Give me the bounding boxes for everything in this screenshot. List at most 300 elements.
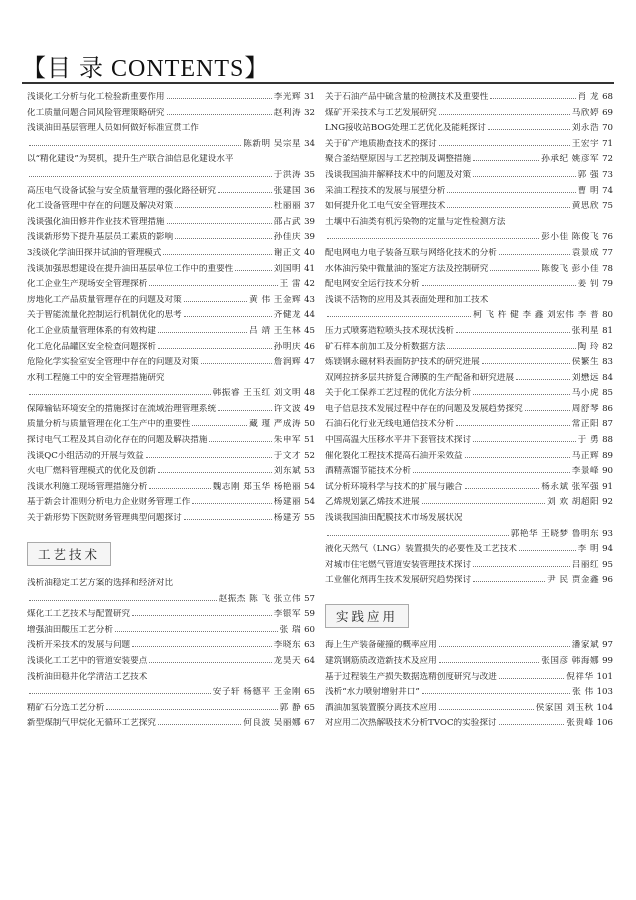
toc-entry-author: 潘家斌 xyxy=(571,640,600,651)
toc-entry[interactable] xyxy=(325,575,613,586)
toc-entry[interactable] xyxy=(27,388,315,399)
toc-entry-title: 浅析油稳定工艺方案的选择和经济对比 xyxy=(27,578,174,589)
toc-entry-author: 郭 静 xyxy=(279,702,302,713)
toc-entry-author: 曹 明 xyxy=(577,185,600,196)
toc-entry-author: 马正辉 xyxy=(571,450,600,461)
right-top-list xyxy=(325,92,613,586)
toc-entry-title: 化工设备管理中存在的问题及解决对策 xyxy=(27,201,174,212)
toc-entry-title: 基于过程装生产损失数据选精创度研究与改进 xyxy=(325,671,497,682)
toc-entry-title: 浅谈加强思想建设在提升油田基层单位工作中的重要性 xyxy=(27,263,234,274)
toc-entry[interactable] xyxy=(27,264,315,275)
toc-entry-page: 64 xyxy=(304,656,315,666)
toc-leader-dots xyxy=(327,316,471,317)
toc-entry-title: 电子信息技术发展过程中存在的问题及发展趋势探究 xyxy=(325,403,523,414)
toc-entry[interactable] xyxy=(27,640,315,651)
toc-entry[interactable] xyxy=(325,123,613,134)
toc-leader-dots xyxy=(473,566,570,567)
toc-entry-title: 增强油田酸压工艺分析 xyxy=(27,624,113,635)
toc-entry[interactable] xyxy=(325,217,613,228)
toc-entry[interactable] xyxy=(27,404,315,415)
toc-entry-title: 3浅谈化学油田探井试油的管理模式 xyxy=(27,247,162,258)
toc-entry-page: 80 xyxy=(602,310,613,321)
toc-entry-author: 朱申军 xyxy=(273,435,302,446)
toc-entry-page: 39 xyxy=(304,232,315,243)
toc-leader-dots xyxy=(456,332,570,333)
toc-entry-page: 46 xyxy=(304,341,315,352)
toc-entry[interactable] xyxy=(27,279,315,290)
toc-entry-title: 浅谈强化油田修井作业技术管理措施 xyxy=(27,216,165,227)
toc-entry-page: 103 xyxy=(596,687,613,698)
toc-entry[interactable] xyxy=(325,388,613,399)
toc-entry-page: 99 xyxy=(602,656,613,666)
toc-entry-page: 77 xyxy=(602,247,613,258)
toc-entry-title: 海上生产装备碰撞的概率应用 xyxy=(325,640,437,651)
toc-entry[interactable] xyxy=(325,154,613,165)
toc-entry-author: 詹润辉 xyxy=(273,357,302,368)
toc-entry-author: 张建国 xyxy=(273,185,302,196)
toc-entry-title: 浅谈化工分析与化工检验新重要作用 xyxy=(27,92,165,102)
toc-entry-page: 78 xyxy=(602,263,613,274)
toc-entry-author: 谢正文 xyxy=(273,247,302,258)
toc-entry-author: 李银军 xyxy=(273,609,302,620)
toc-entry[interactable] xyxy=(27,217,315,228)
toc-leader-dots xyxy=(158,348,272,349)
toc-entry[interactable] xyxy=(27,342,315,353)
toc-entry[interactable] xyxy=(325,342,613,353)
toc-entry-author: 赵振杰 陈 飞 张立伟 xyxy=(218,593,302,604)
toc-entry[interactable] xyxy=(325,139,613,150)
toc-entry[interactable] xyxy=(27,513,315,524)
toc-entry[interactable] xyxy=(325,201,613,212)
toc-entry-author: 常正阳 xyxy=(571,419,600,430)
toc-leader-dots xyxy=(465,488,540,489)
toc-leader-dots xyxy=(447,207,569,208)
toc-leader-dots xyxy=(29,176,272,177)
toc-entry-page: 34 xyxy=(304,138,315,149)
toc-entry-author: 刘永浩 xyxy=(571,123,600,134)
toc-leader-dots xyxy=(184,301,247,302)
toc-leader-dots xyxy=(175,238,272,239)
toc-leader-dots xyxy=(439,145,570,146)
toc-leader-dots xyxy=(158,472,272,473)
toc-entry-author: 马小虎 xyxy=(571,388,600,399)
toc-entry[interactable] xyxy=(325,656,613,667)
toc-entry[interactable] xyxy=(27,703,315,714)
toc-entry[interactable] xyxy=(325,529,613,540)
toc-entry[interactable] xyxy=(325,264,613,275)
toc-leader-dots xyxy=(29,600,217,601)
toc-entry-author: 袁景成 xyxy=(571,247,600,258)
toc-entry-author: 姜 钊 xyxy=(577,279,600,290)
toc-entry-page: 84 xyxy=(602,372,613,383)
toc-entry-page: 59 xyxy=(304,609,315,620)
toc-entry[interactable] xyxy=(27,154,315,165)
toc-entry-author: 李晓东 xyxy=(273,640,302,651)
toc-entry[interactable] xyxy=(325,295,613,306)
toc-entry[interactable] xyxy=(27,497,315,508)
toc-leader-dots xyxy=(146,457,272,458)
toc-entry[interactable] xyxy=(27,609,315,620)
toc-entry-author: 李景峰 xyxy=(571,466,600,477)
toc-entry-title: 化工企业生产现场安全管理探析 xyxy=(27,279,148,290)
toc-leader-dots xyxy=(482,363,570,364)
toc-entry-page: 83 xyxy=(602,357,613,368)
toc-entry-title: 保障输钻环境安全的措施探讨在流域治理管理系统 xyxy=(27,403,217,414)
toc-entry[interactable] xyxy=(325,718,613,729)
toc-entry-page: 88 xyxy=(602,435,613,446)
contents-header: 【目 录 CONTENTS】 xyxy=(22,56,270,82)
toc-entry[interactable] xyxy=(27,578,315,589)
toc-leader-dots xyxy=(465,457,570,458)
toc-entry-title: 浅谈不活物的应用及其表面处理和加工技术 xyxy=(325,294,489,305)
toc-entry-author: 魏志刚 郑玉华 杨艳丽 xyxy=(212,481,302,492)
toc-entry[interactable] xyxy=(27,594,315,605)
toc-entry-author: 于 勇 xyxy=(577,435,600,446)
toc-entry-title: 试分析环境科学与技术的扩展与融合 xyxy=(325,481,463,492)
toc-entry[interactable] xyxy=(27,310,315,321)
toc-entry-page: 86 xyxy=(602,403,613,414)
toc-entry-author: 柯 飞 杵 健 李 鑫 刘宏伟 李 普 xyxy=(473,310,600,321)
toc-entry-title: 液化天然气（LNG）装置损失的必要性及工艺技术 xyxy=(325,544,517,555)
toc-entry-author: 何良波 吴丽娜 xyxy=(243,718,302,729)
toc-entry[interactable] xyxy=(27,435,315,446)
toc-entry[interactable] xyxy=(27,718,315,729)
toc-entry-page: 63 xyxy=(304,640,315,651)
toc-entry-page: 37 xyxy=(304,201,315,212)
toc-entry-title: 煤矿开采技术与工艺发展研究 xyxy=(325,107,437,118)
toc-entry-author: 张 伟 xyxy=(572,687,594,698)
left-column xyxy=(27,92,315,734)
toc-entry-page: 94 xyxy=(602,544,613,555)
toc-leader-dots xyxy=(473,394,570,395)
toc-leader-dots xyxy=(488,129,570,130)
toc-entry-page: 60 xyxy=(304,624,315,635)
toc-leader-dots xyxy=(516,379,570,380)
toc-entry[interactable] xyxy=(325,513,613,524)
toc-entry-title: 火电厂燃料管理模式的优化及创新 xyxy=(27,466,156,477)
toc-leader-dots xyxy=(439,662,540,663)
toc-entry-page: 97 xyxy=(602,640,613,651)
toc-leader-dots xyxy=(218,410,272,411)
toc-entry[interactable] xyxy=(27,656,315,667)
toc-entry-title: 对应用二次热解吸技术分析TVOC的实验探讨 xyxy=(325,718,497,729)
toc-entry-author: 肖 龙 xyxy=(577,92,600,102)
toc-entry-title: 采油工程技术的发展与展望分析 xyxy=(325,185,446,196)
toc-entry[interactable] xyxy=(325,357,613,368)
toc-entry-author: 杨建丽 xyxy=(273,497,302,508)
toc-entry[interactable] xyxy=(325,672,613,683)
toc-entry[interactable] xyxy=(27,451,315,462)
toc-entry-page: 96 xyxy=(602,575,613,586)
toc-entry[interactable] xyxy=(27,170,315,181)
toc-entry[interactable] xyxy=(325,544,613,555)
toc-entry[interactable] xyxy=(325,232,613,243)
toc-entry-title: 浅析“水力喷射增射井口” xyxy=(325,687,420,698)
toc-entry[interactable] xyxy=(325,310,613,321)
toc-leader-dots xyxy=(499,724,565,725)
toc-leader-dots xyxy=(327,535,509,536)
toc-entry-title: 酒精蒸馏节能技术分析 xyxy=(325,466,411,477)
toc-leader-dots xyxy=(184,316,272,317)
toc-entry-author: 许文波 xyxy=(273,403,302,414)
toc-leader-dots xyxy=(447,192,575,193)
section-practice-title: 实践应用 xyxy=(325,604,409,628)
toc-entry[interactable] xyxy=(27,108,315,119)
toc-entry-author: 刘懋远 xyxy=(571,372,600,383)
toc-entry-title: 配电网安全运行技术分析 xyxy=(325,279,420,290)
toc-entry-page: 54 xyxy=(304,497,315,508)
toc-leader-dots xyxy=(447,348,575,349)
toc-entry-title: 浅析开采技术的发展与问题 xyxy=(27,640,131,651)
toc-entry-page: 39 xyxy=(304,216,315,227)
toc-entry[interactable] xyxy=(27,232,315,243)
toc-leader-dots xyxy=(473,581,545,582)
toc-entry-page: 67 xyxy=(304,718,315,729)
toc-entry-author: 王 雷 xyxy=(279,279,302,290)
section-craft xyxy=(27,542,315,566)
toc-leader-dots xyxy=(499,678,564,679)
toc-entry-title: 工业催化剂再生技术发展研究趋势探讨 xyxy=(325,575,472,586)
toc-entry-title: 水体油污染中微量油的鉴定方法及控制研究 xyxy=(325,263,489,274)
toc-entry[interactable] xyxy=(325,640,613,651)
toc-entry-author: 马欣婷 xyxy=(571,107,600,118)
toc-entry-author: 黄思欣 xyxy=(571,201,600,212)
toc-entry-title: 聚合釜结壁原因与工艺控制及调整措施 xyxy=(325,154,472,165)
toc-leader-dots xyxy=(149,662,271,663)
toc-entry-title: 如何提升化工电气安全管理技术 xyxy=(325,201,446,212)
toc-entry-author: 陶 玲 xyxy=(577,341,600,352)
toc-entry[interactable] xyxy=(27,186,315,197)
toc-entry-title: 探讨电气工程及其自动化存在的问题及解决措施 xyxy=(27,435,208,446)
toc-leader-dots xyxy=(29,693,211,694)
toc-entry[interactable] xyxy=(27,201,315,212)
toc-leader-dots xyxy=(115,631,278,632)
toc-entry[interactable] xyxy=(27,466,315,477)
toc-entry[interactable] xyxy=(325,92,613,103)
toc-entry-page: 55 xyxy=(304,513,315,524)
toc-entry-title: 关于石油产品中硫含量的检测技术及重要性 xyxy=(325,92,489,102)
toc-entry-page: 68 xyxy=(602,92,613,102)
toc-leader-dots xyxy=(235,270,272,271)
toc-leader-dots xyxy=(456,425,570,426)
toc-leader-dots xyxy=(29,394,211,395)
toc-entry[interactable] xyxy=(27,625,315,636)
toc-leader-dots xyxy=(149,285,277,286)
toc-entry-page: 53 xyxy=(304,466,315,477)
toc-entry-page: 41 xyxy=(304,263,315,274)
toc-leader-dots xyxy=(132,615,272,616)
toc-entry-title: 双网拉挤多层共挤复合薄膜的生产配备和研究进展 xyxy=(325,372,515,383)
toc-entry-page: 93 xyxy=(602,528,613,539)
section-practice xyxy=(325,604,613,628)
toc-entry[interactable] xyxy=(325,419,613,430)
toc-entry-author: 孙佳庆 xyxy=(273,232,302,243)
toc-leader-dots xyxy=(192,425,247,426)
toc-entry-author: 杜丽丽 xyxy=(273,201,302,212)
toc-leader-dots xyxy=(473,176,576,177)
toc-entry-title: 关于化工保养工艺过程的优化方法分析 xyxy=(325,388,472,399)
toc-entry-author: 安子轩 杨德平 王金刚 xyxy=(212,687,302,698)
toc-entry-page: 65 xyxy=(304,702,315,713)
toc-entry[interactable] xyxy=(325,326,613,337)
toc-leader-dots xyxy=(158,332,247,333)
toc-entry-author: 于文才 xyxy=(273,450,302,461)
toc-entry-author: 邵占武 xyxy=(273,216,302,227)
toc-entry-title: 浅谈我国油田配膜技术市场发展状况 xyxy=(325,513,463,524)
toc-entry[interactable] xyxy=(325,108,613,119)
toc-entry[interactable] xyxy=(27,123,315,134)
toc-entry[interactable] xyxy=(27,139,315,150)
left-bottom-list xyxy=(27,578,315,729)
toc-entry[interactable] xyxy=(325,703,613,714)
toc-entry[interactable] xyxy=(325,435,613,446)
toc-entry-page: 92 xyxy=(602,497,613,508)
toc-entry-page: 42 xyxy=(304,279,315,290)
toc-entry-author: 杨建芳 xyxy=(273,513,302,524)
toc-leader-dots xyxy=(218,192,272,193)
toc-leader-dots xyxy=(29,145,241,146)
toc-entry[interactable] xyxy=(325,482,613,493)
toc-entry[interactable] xyxy=(325,451,613,462)
toc-leader-dots xyxy=(106,709,277,710)
toc-entry-title: 关于智能流量化控制运行机制优化的思考 xyxy=(27,310,182,321)
toc-leader-dots xyxy=(499,254,570,255)
toc-entry[interactable] xyxy=(325,279,613,290)
toc-entry-author: 孙明庆 xyxy=(273,341,302,352)
toc-leader-dots xyxy=(439,646,570,647)
toc-entry-author: 杨永斌 张军强 xyxy=(541,481,600,492)
toc-entry-author: 刘国明 xyxy=(273,263,302,274)
toc-leader-dots xyxy=(163,254,271,255)
toc-entry-title: LNG接收站BOG处理工艺优化及能耗探讨 xyxy=(325,123,486,134)
toc-entry[interactable] xyxy=(325,687,613,698)
toc-entry-author: 张利星 xyxy=(571,325,600,336)
toc-entry[interactable] xyxy=(325,373,613,384)
toc-entry-title: 浅析油田稳井化学清洁工艺技术 xyxy=(27,671,148,682)
toc-entry-title: 建筑钢筋质改造新技术及应用 xyxy=(325,656,437,666)
toc-leader-dots xyxy=(519,550,576,551)
toc-entry-author: 侯繁生 xyxy=(571,357,600,368)
toc-entry-title: 基于新会计准则分析电力企业财务管理工作 xyxy=(27,497,191,508)
toc-entry-page: 72 xyxy=(602,154,613,165)
toc-entry-page: 74 xyxy=(602,185,613,196)
toc-entry-author: 刘东斌 xyxy=(273,466,302,477)
toc-leader-dots xyxy=(209,441,271,442)
toc-leader-dots xyxy=(158,724,241,725)
toc-leader-dots xyxy=(149,488,210,489)
toc-entry-page: 54 xyxy=(304,481,315,492)
toc-entry-title: 石油石化行业无线电通信技术分析 xyxy=(325,419,454,430)
toc-entry-title: 压力式喷雾造粒喷头技术现状浅析 xyxy=(325,325,454,336)
toc-entry-page: 69 xyxy=(602,107,613,118)
toc-leader-dots xyxy=(490,270,539,271)
toc-entry-page: 65 xyxy=(304,687,315,698)
toc-entry[interactable] xyxy=(27,92,315,103)
toc-entry[interactable] xyxy=(325,497,613,508)
toc-entry-title: 危险化学实验室安全管理中存在的问题及对策 xyxy=(27,357,199,368)
toc-entry-title: 关于矿产地质勘查技术的探讨 xyxy=(325,138,437,149)
toc-entry-title: 浅谈化工工艺中的管道安装要点 xyxy=(27,656,148,666)
toc-leader-dots xyxy=(490,98,575,99)
toc-entry-title: 酒油加氢装置膜分离技术应用 xyxy=(325,702,437,713)
toc-entry[interactable] xyxy=(325,248,613,259)
toc-leader-dots xyxy=(327,238,539,239)
toc-entry-title: 中国高温大压移水平井下套管技术探讨 xyxy=(325,435,472,446)
toc-entry-title: 水利工程施工中的安全管理措施研究 xyxy=(27,372,165,383)
toc-entry[interactable] xyxy=(27,357,315,368)
toc-entry-author: 陈新明 吴宗星 xyxy=(243,138,302,149)
toc-entry-title: 浅谈油田基层管理人员如何做好标准宣贯工作 xyxy=(27,123,199,134)
toc-entry[interactable] xyxy=(325,466,613,477)
toc-leader-dots xyxy=(439,114,570,115)
toc-entry-author: 郭艳华 王晓梦 鲁明东 xyxy=(510,528,600,539)
toc-entry[interactable] xyxy=(27,295,315,306)
toc-entry-author: 倪祥华 xyxy=(566,671,594,682)
toc-entry[interactable] xyxy=(27,482,315,493)
toc-entry-author: 齐健龙 xyxy=(273,310,302,321)
toc-entry-page: 35 xyxy=(304,169,315,180)
toc-entry-title: 乙烯规划氯乙烯技术进展 xyxy=(325,497,420,508)
toc-entry-title: 土壤中石油类有机污染物的定量与定性检测方法 xyxy=(325,216,506,227)
toc-entry[interactable] xyxy=(27,326,315,337)
toc-entry-page: 57 xyxy=(304,593,315,604)
toc-entry-author: 吕 靖 王生林 xyxy=(249,325,302,336)
toc-entry-title: 催化裂化工程技术提高石油开采效益 xyxy=(325,450,463,461)
toc-entry[interactable] xyxy=(325,560,613,571)
toc-entry-page: 90 xyxy=(602,466,613,477)
toc-entry-page: 76 xyxy=(602,232,613,243)
toc-leader-dots xyxy=(422,285,576,286)
toc-entry-author: 陈俊飞 彭小佳 xyxy=(541,263,600,274)
toc-entry-page: 71 xyxy=(602,138,613,149)
toc-entry[interactable] xyxy=(27,419,315,430)
toc-entry-author: 张贵峰 xyxy=(566,718,594,729)
toc-entry-author: 彭小佳 陈俊飞 xyxy=(541,232,600,243)
toc-entry-page: 52 xyxy=(304,450,315,461)
toc-entry-author: 周舒琴 xyxy=(571,403,600,414)
toc-entry-author: 刘 欢 胡超阳 xyxy=(547,497,600,508)
toc-entry-title: 浅谈新形势下提升基层员工素质的影响 xyxy=(27,232,174,243)
toc-leader-dots xyxy=(175,207,272,208)
toc-entry[interactable] xyxy=(27,248,315,259)
toc-entry-author: 张 瑞 xyxy=(279,624,302,635)
right-column xyxy=(325,92,613,734)
toc-entry-page: 43 xyxy=(304,294,315,305)
toc-entry[interactable] xyxy=(325,170,613,181)
toc-leader-dots xyxy=(422,503,546,504)
toc-entry-author: 王宏宇 xyxy=(571,138,600,149)
toc-entry-title: 浅谈我国油井解释技术中的问题及对策 xyxy=(325,169,472,180)
toc-entry[interactable] xyxy=(325,186,613,197)
toc-entry-page: 95 xyxy=(602,559,613,570)
toc-entry-author: 尹 民 贾金鑫 xyxy=(547,575,600,586)
toc-entry[interactable] xyxy=(27,373,315,384)
toc-entry-author: 于洪涛 xyxy=(273,169,302,180)
toc-entry-page: 81 xyxy=(602,325,613,336)
toc-leader-dots xyxy=(184,519,272,520)
toc-entry-author: 孙承纪 姚彦军 xyxy=(541,154,600,165)
toc-entry-author: 韩振睿 王玉红 刘文明 xyxy=(212,388,302,399)
toc-entry-page: 75 xyxy=(602,201,613,212)
toc-leader-dots xyxy=(439,709,534,710)
toc-entry[interactable] xyxy=(27,687,315,698)
toc-entry-page: 89 xyxy=(602,450,613,461)
toc-entry-author: 张国彦 韩海娜 xyxy=(541,656,600,666)
toc-entry[interactable] xyxy=(27,672,315,683)
toc-entry[interactable] xyxy=(325,404,613,415)
toc-entry-title: 高压电气设备试验与安全质量管理的强化路径研究 xyxy=(27,185,217,196)
toc-entry-page: 104 xyxy=(596,702,613,713)
